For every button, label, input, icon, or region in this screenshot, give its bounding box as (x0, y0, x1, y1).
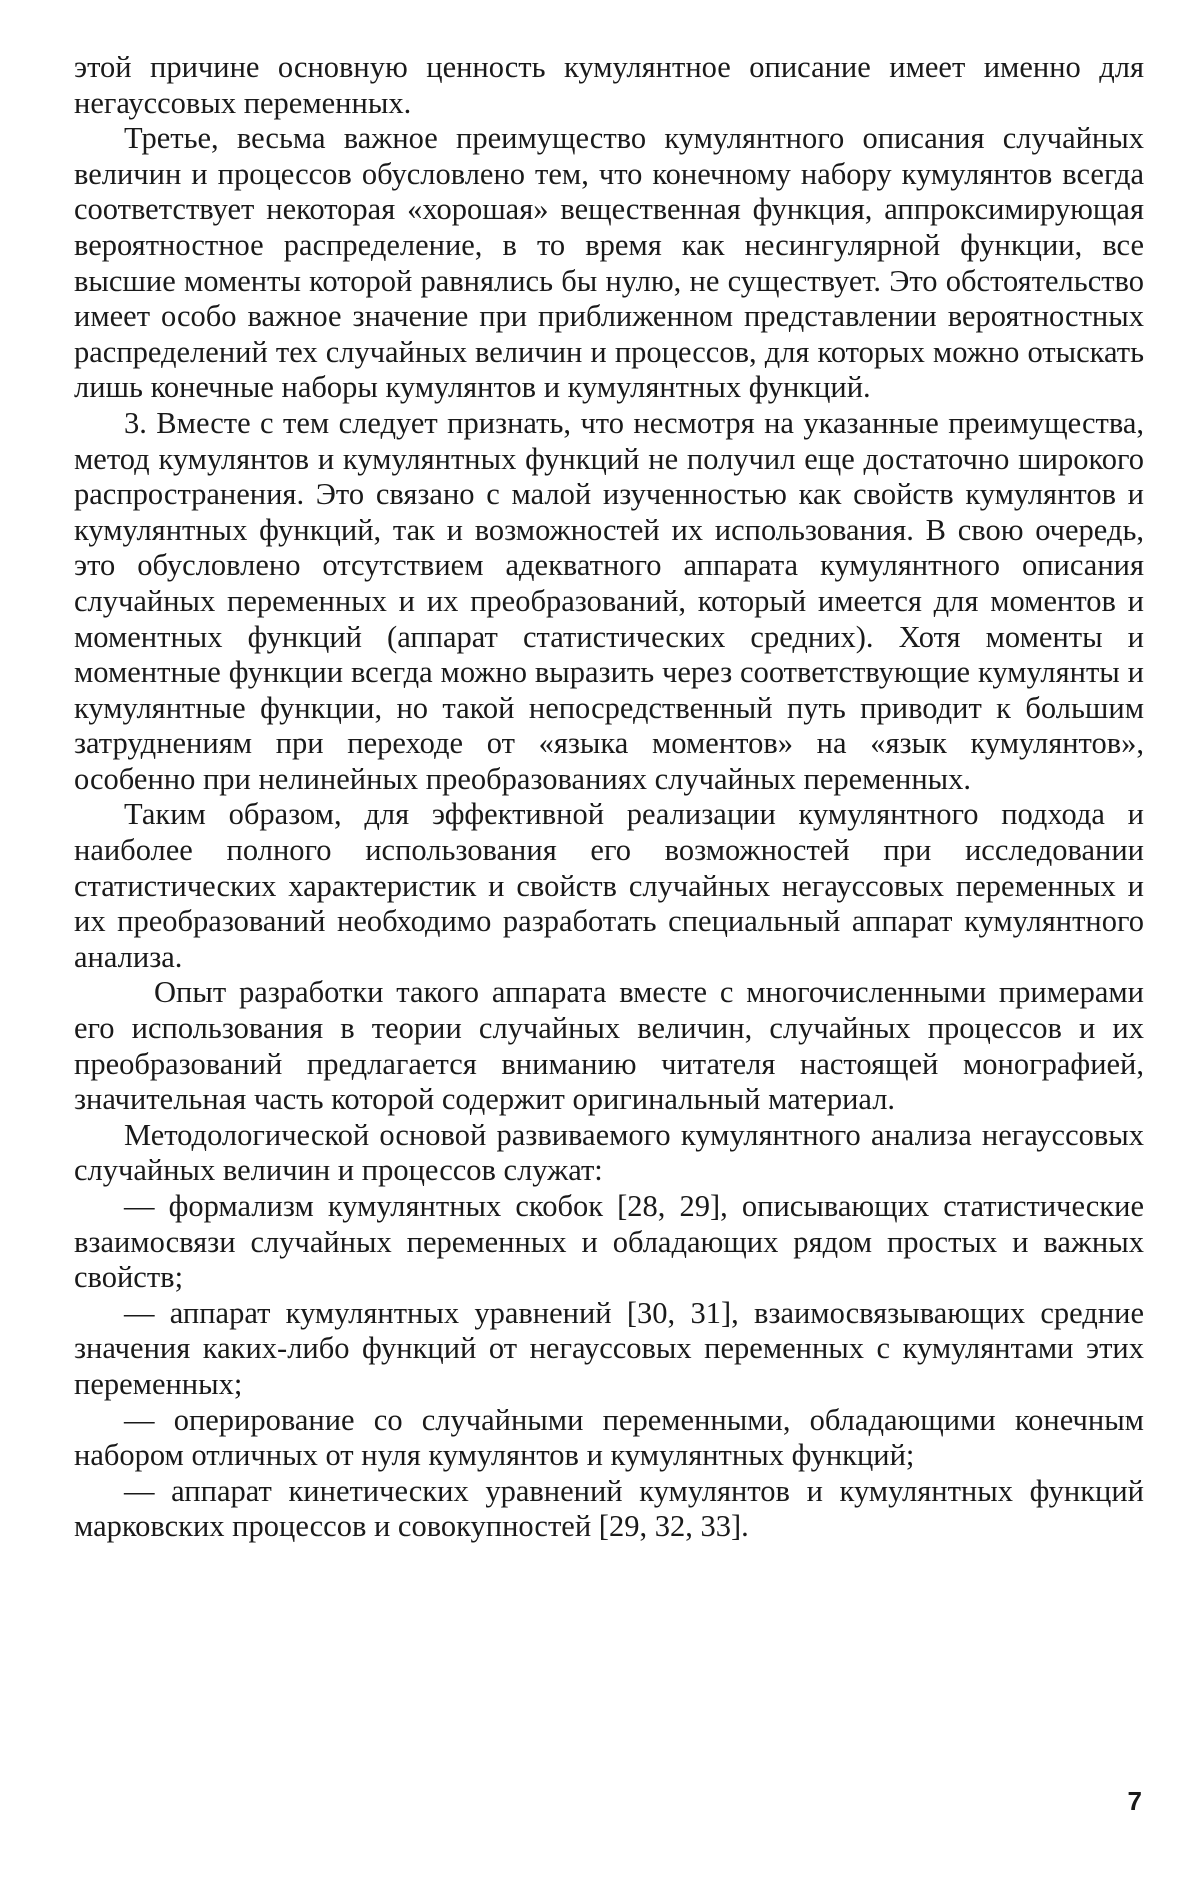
paragraph-5: Опыт разработки такого аппарата вместе с многочисленными примерами его использования в теории случайных величин, случайных процессов и их преобразований предлагается вниманию читателя настоящей монографией, значительная часть которой содержит оригинальный материал. (74, 975, 1144, 1117)
page-number: 7 (1127, 1786, 1142, 1816)
paragraph-3: 3. Вместе с тем следует признать, что несмотря на указанные преимущества, метод кумулянтов и кумулянтных функций не получил еще достаточно широкого распространения. Это связано с малой изученностью как свойств кумулянтов и кумулянтных функций, так и возможностей их использования. В свою очередь, это обусловлено отсутствием адекватного аппарата кумулянтного описания случайных переменных и их преобразований, который имеется для моментов и моментных функций (аппарат статистических средних). Хотя моменты и моментные функции всегда можно выразить через соответствующие кумулянты и кумулянтные функции, но такой непосредственный путь приводит к большим затруднениям при переходе от «языка моментов» на «язык кумулянтов», особенно при нелинейных преобразованиях случайных переменных. (74, 405, 1144, 796)
paragraph-2: Третье, весьма важное преимущество кумулянтного описания случайных величин и процессов обусловлено тем, что конечному набору кумулянтов всегда соответствует некоторая «хорошая» вещественная функция, аппроксимирующая вероятностное распределение, в то время как несингулярной функции, все высшие моменты которой равнялись бы нулю, не существует. Это обстоятельство имеет особо важное значение при приближенном представлении вероятностных распределений тех случайных величин и процессов, для которых можно отыскать лишь конечные наборы кумулянтов и кумулянтных функций. (74, 121, 1144, 405)
paragraph-4: Таким образом, для эффективной реализации кумулянтного подхода и наиболее полного использования его возможностей при исследовании статистических характеристик и свойств случайных негауссовых переменных и их преобразований необходимо разработать специальный аппарат кумулянтного анализа. (74, 797, 1144, 974)
list-item-2: — аппарат кумулянтных уравнений [30, 31], взаимосвязывающих средние значения каких-либо функций от негауссовых переменных с кумулянтами этих переменных; (74, 1295, 1144, 1401)
list-item-1: — формализм кумулянтных скобок [28, 29], описывающих статистические взаимосвязи случайных переменных и обладающих рядом простых и важных свойств; (74, 1189, 1144, 1295)
paragraph-1: этой причине основную ценность кумулянтное описание имеет именно для негауссовых переменных. (74, 50, 1144, 120)
list-item-4: — аппарат кинетических уравнений кумулянтов и кумулянтных функций марковских процессов и совокупностей [29, 32, 33]. (74, 1473, 1144, 1544)
page-body (74, 50, 1144, 1545)
paragraph-6: Методологической основой развиваемого кумулянтного анализа негауссовых случайных величин и процессов служат: (74, 1117, 1144, 1188)
list-item-3: — оперирование со случайными переменными, обладающими конечным набором отличных от нуля кумулянтов и кумулянтных функций; (74, 1402, 1144, 1473)
